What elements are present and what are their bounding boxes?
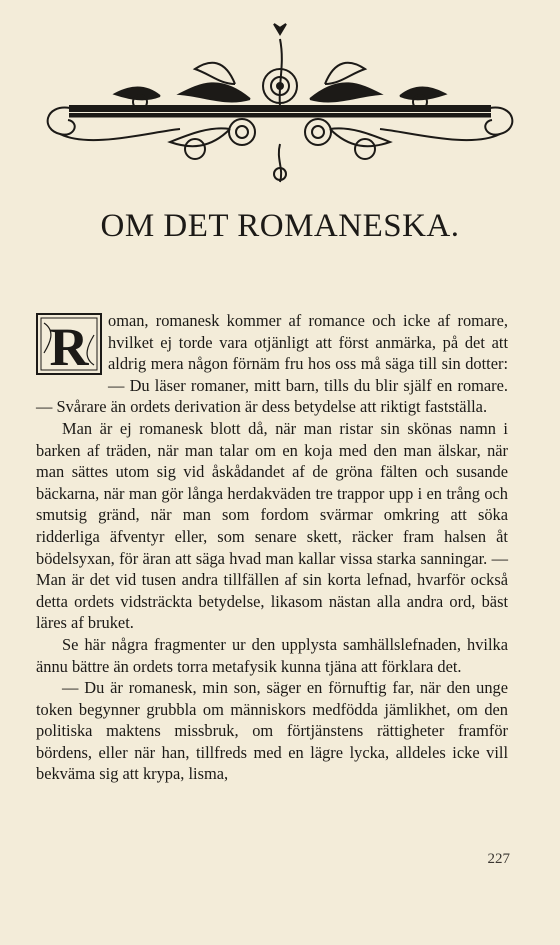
paragraph: Man är ej romanesk blott då, när man ristar sin skönas namn i barken af träden, när man talar om en koja med den man älskar, när man sättes utom sig vid åskådandet af de gröna fälten och susande bäckarna, när man gör långa herdakväden tre trappor upp i en trång och smutsig gränd, när man som fordom svärmar omkring att söka ridderliga äfventyr eller, som senare skett, räcker fram halsen åt bödelsyxan, för äran att säga hvad man kallar vissa starka sanningar. — Man är det vid tusen andra tillfällen af sin korta lefnad, hvarför också detta ordets vidsträckta betydelse, likasom nästan alla andra ord, bäst läres af bruket. [36, 418, 508, 633]
chapter-text [36, 310, 508, 785]
chapter-title: OM DET ROMANESKA. [100, 208, 460, 244]
page-number: 227 [487, 851, 510, 867]
svg-text:R: R [49, 317, 89, 375]
paragraph: Se här några fragmenter ur den upplysta samhällslefnaden, hvilka ännu bättre än ordets torra metafysik kunna tjäna att förklara det. [36, 634, 508, 676]
paragraph: — Du är romanesk, min son, säger en förnuftig far, när den unge token begynner grubbla om människors medfödda jämlikhet, om den politiska maktens missbruk, om förtjänstens rättigheter framför bördens, eller när han, tillfreds med en lägre lycka, alldeles icke vill bekväma sig att krypa, lisma, [36, 678, 508, 784]
paragraph: R oman, romanesk kommer af romance och icke af romare, hvilket ej torde vara otjänligt att först anmärka, på det att aldrig mera någon förnäm fru hos oss må säga till sin dotter: — Du läser romaner, mitt barn, tills du blir själf en romare. — Svårare än ordets derivation är dess betydelse att riktigt fastställa. [36, 311, 508, 417]
ornate-initial-r-icon [36, 313, 102, 375]
floral-vignette-icon [30, 14, 530, 189]
